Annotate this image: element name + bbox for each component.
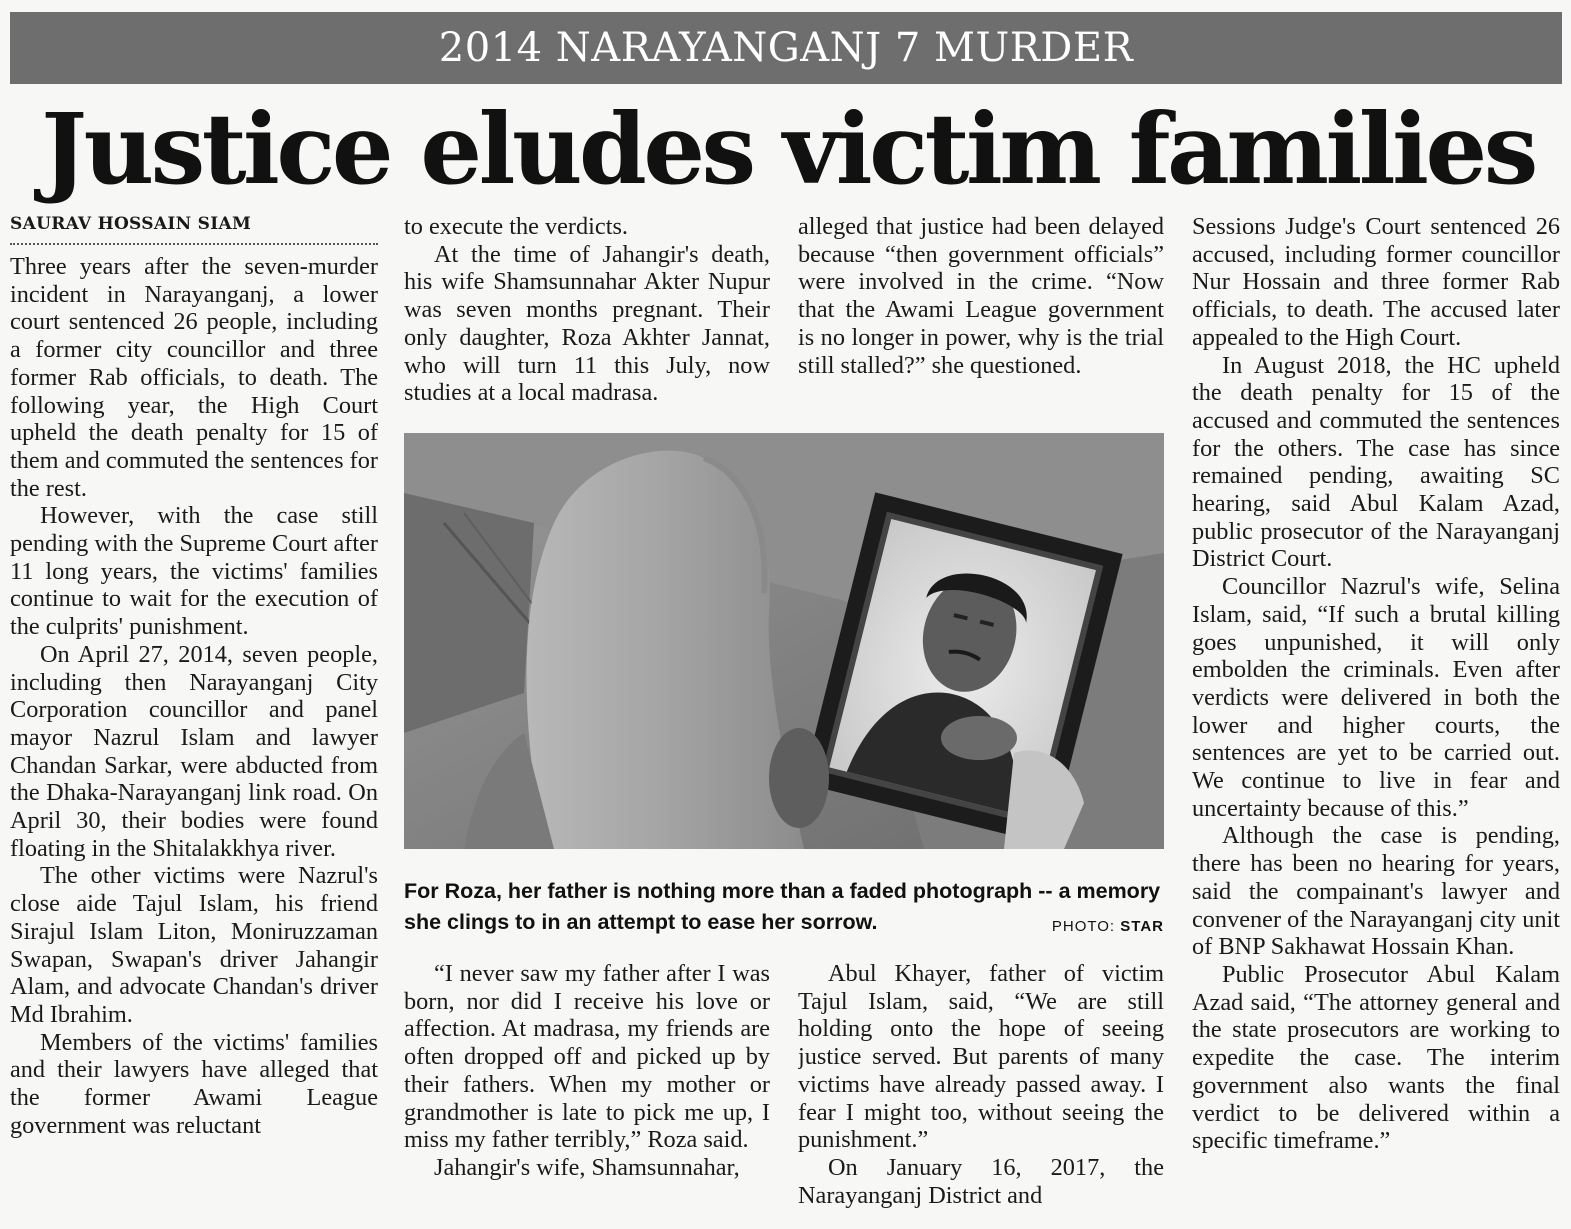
credit-label: PHOTO: [1051, 918, 1116, 935]
byline: SAURAV HOSSAIN SIAM [10, 213, 378, 245]
credit-source: STAR [1120, 918, 1164, 935]
paragraph: Three years after the seven-murder incident in Narayanganj, a lower court sentenced 26 people, including a former city councillor and three former Rab officials, to death. The following year, the High Court upheld the death penalty for 15 of them and commuted the sentences for the rest. [10, 253, 378, 502]
article-column-3-bottom [798, 960, 1164, 1222]
paragraph: Sessions Judge's Court sentenced 26 accused, including former councillor Nur Hossain and three former Rab officials, to death. The accused later appealed to the High Court. [1192, 213, 1560, 351]
article-column-2-top [404, 213, 770, 411]
paragraph: The other victims were Nazrul's close aide Tajul Islam, his friend Sirajul Islam Liton, Moniruzzaman Swapan, Swapan's driver Jahangir Alam, and advocate Chandan's driver Md Ibrahim. [10, 862, 378, 1028]
section-kicker: 2014 NARAYANGANJ 7 MURDER [10, 12, 1562, 84]
photo-illustration [404, 433, 1164, 849]
caption-text: For Roza, her father is nothing more than a faded photograph -- a memory she clings to in an attempt to ease her sorrow. [404, 879, 1161, 934]
paragraph: At the time of Jahangir's death, his wife Shamsunnahar Akter Nupur was seven months pregnant. Their only daughter, Roza Akhter Jannat, who will turn 11 this July, now studies at a local madrasa. [404, 240, 770, 407]
paragraph: In August 2018, the HC upheld the death penalty for 15 of the accused and commuted the sentences for the others. The case has since remained pending, awaiting SC hearing, said Abul Kalam Azad, public prosecutor of the Narayanganj District Court. [1192, 351, 1560, 573]
paragraph: Although the case is pending, there has been no hearing for years, said the compainant's lawyer and convener of the Narayanganj city unit of BNP Sakhawat Hossain Khan. [1192, 822, 1560, 961]
article-column-3-top [798, 213, 1164, 411]
paragraph: Abul Khayer, father of victim Tajul Islam, said, “We are still holding onto the hope of seeing justice served. But parents of many victims have already passed away. I fear I might too, without seeing the punishment.” [798, 960, 1164, 1154]
paragraph: On April 27, 2014, seven people, including then Narayanganj City Corporation councillor and panel mayor Nazrul Islam and lawyer Chandan Sarkar, were abducted from the Dhaka-Narayanganj link road. On April 30, their bodies were found floating in the Shitalakkhya river. [10, 640, 378, 862]
article-column-4 [1192, 213, 1560, 1225]
paragraph: On January 16, 2017, the Narayanganj District and [798, 1153, 1164, 1209]
article-column-1 [10, 213, 378, 1225]
photo-credit [1042, 911, 1164, 942]
news-photo [404, 433, 1164, 849]
photo-caption [404, 876, 1164, 946]
paragraph: Members of the victims' families and their lawyers have alleged that the former Awami League government was reluctant [10, 1028, 378, 1139]
paragraph: alleged that justice had been delayed because “then government officials” were involved in the crime. “Now that the Awami League government is no longer in power, why is the trial still stalled?” she questioned. [798, 213, 1164, 379]
paragraph: Councillor Nazrul's wife, Selina Islam, said, “If such a brutal killing goes unpunished, it will only embolden the criminals. Even after verdicts were delivered in both the lower and higher courts, the sentences are yet to be carried out. We continue to live in fear and uncertainty because of this.” [1192, 573, 1560, 822]
paragraph: to execute the verdicts. [404, 213, 628, 240]
article-column-2-bottom [404, 960, 770, 1222]
paragraph: However, with the case still pending with the Supreme Court after 11 long years, the victims' families continue to wait for the execution of the culprits' punishment. [10, 502, 378, 641]
paragraph: Jahangir's wife, Shamsunnahar, [434, 1153, 740, 1181]
paragraph: Public Prosecutor Abul Kalam Azad said, “The attorney general and the state prosecutors are working to expedite the case. The interim government also wants the final verdict to be delivered within a specific timeframe.” [1192, 960, 1560, 1155]
paragraph: “I never saw my father after I was born, nor did I receive his love or affection. At madrasa, my friends are often dropped off and picked up by their fathers. When my mother or grandmother is late to pick me up, I miss my father terribly,” Roza said. [404, 960, 770, 1154]
headline: Justice eludes victim families [41, 92, 1535, 206]
